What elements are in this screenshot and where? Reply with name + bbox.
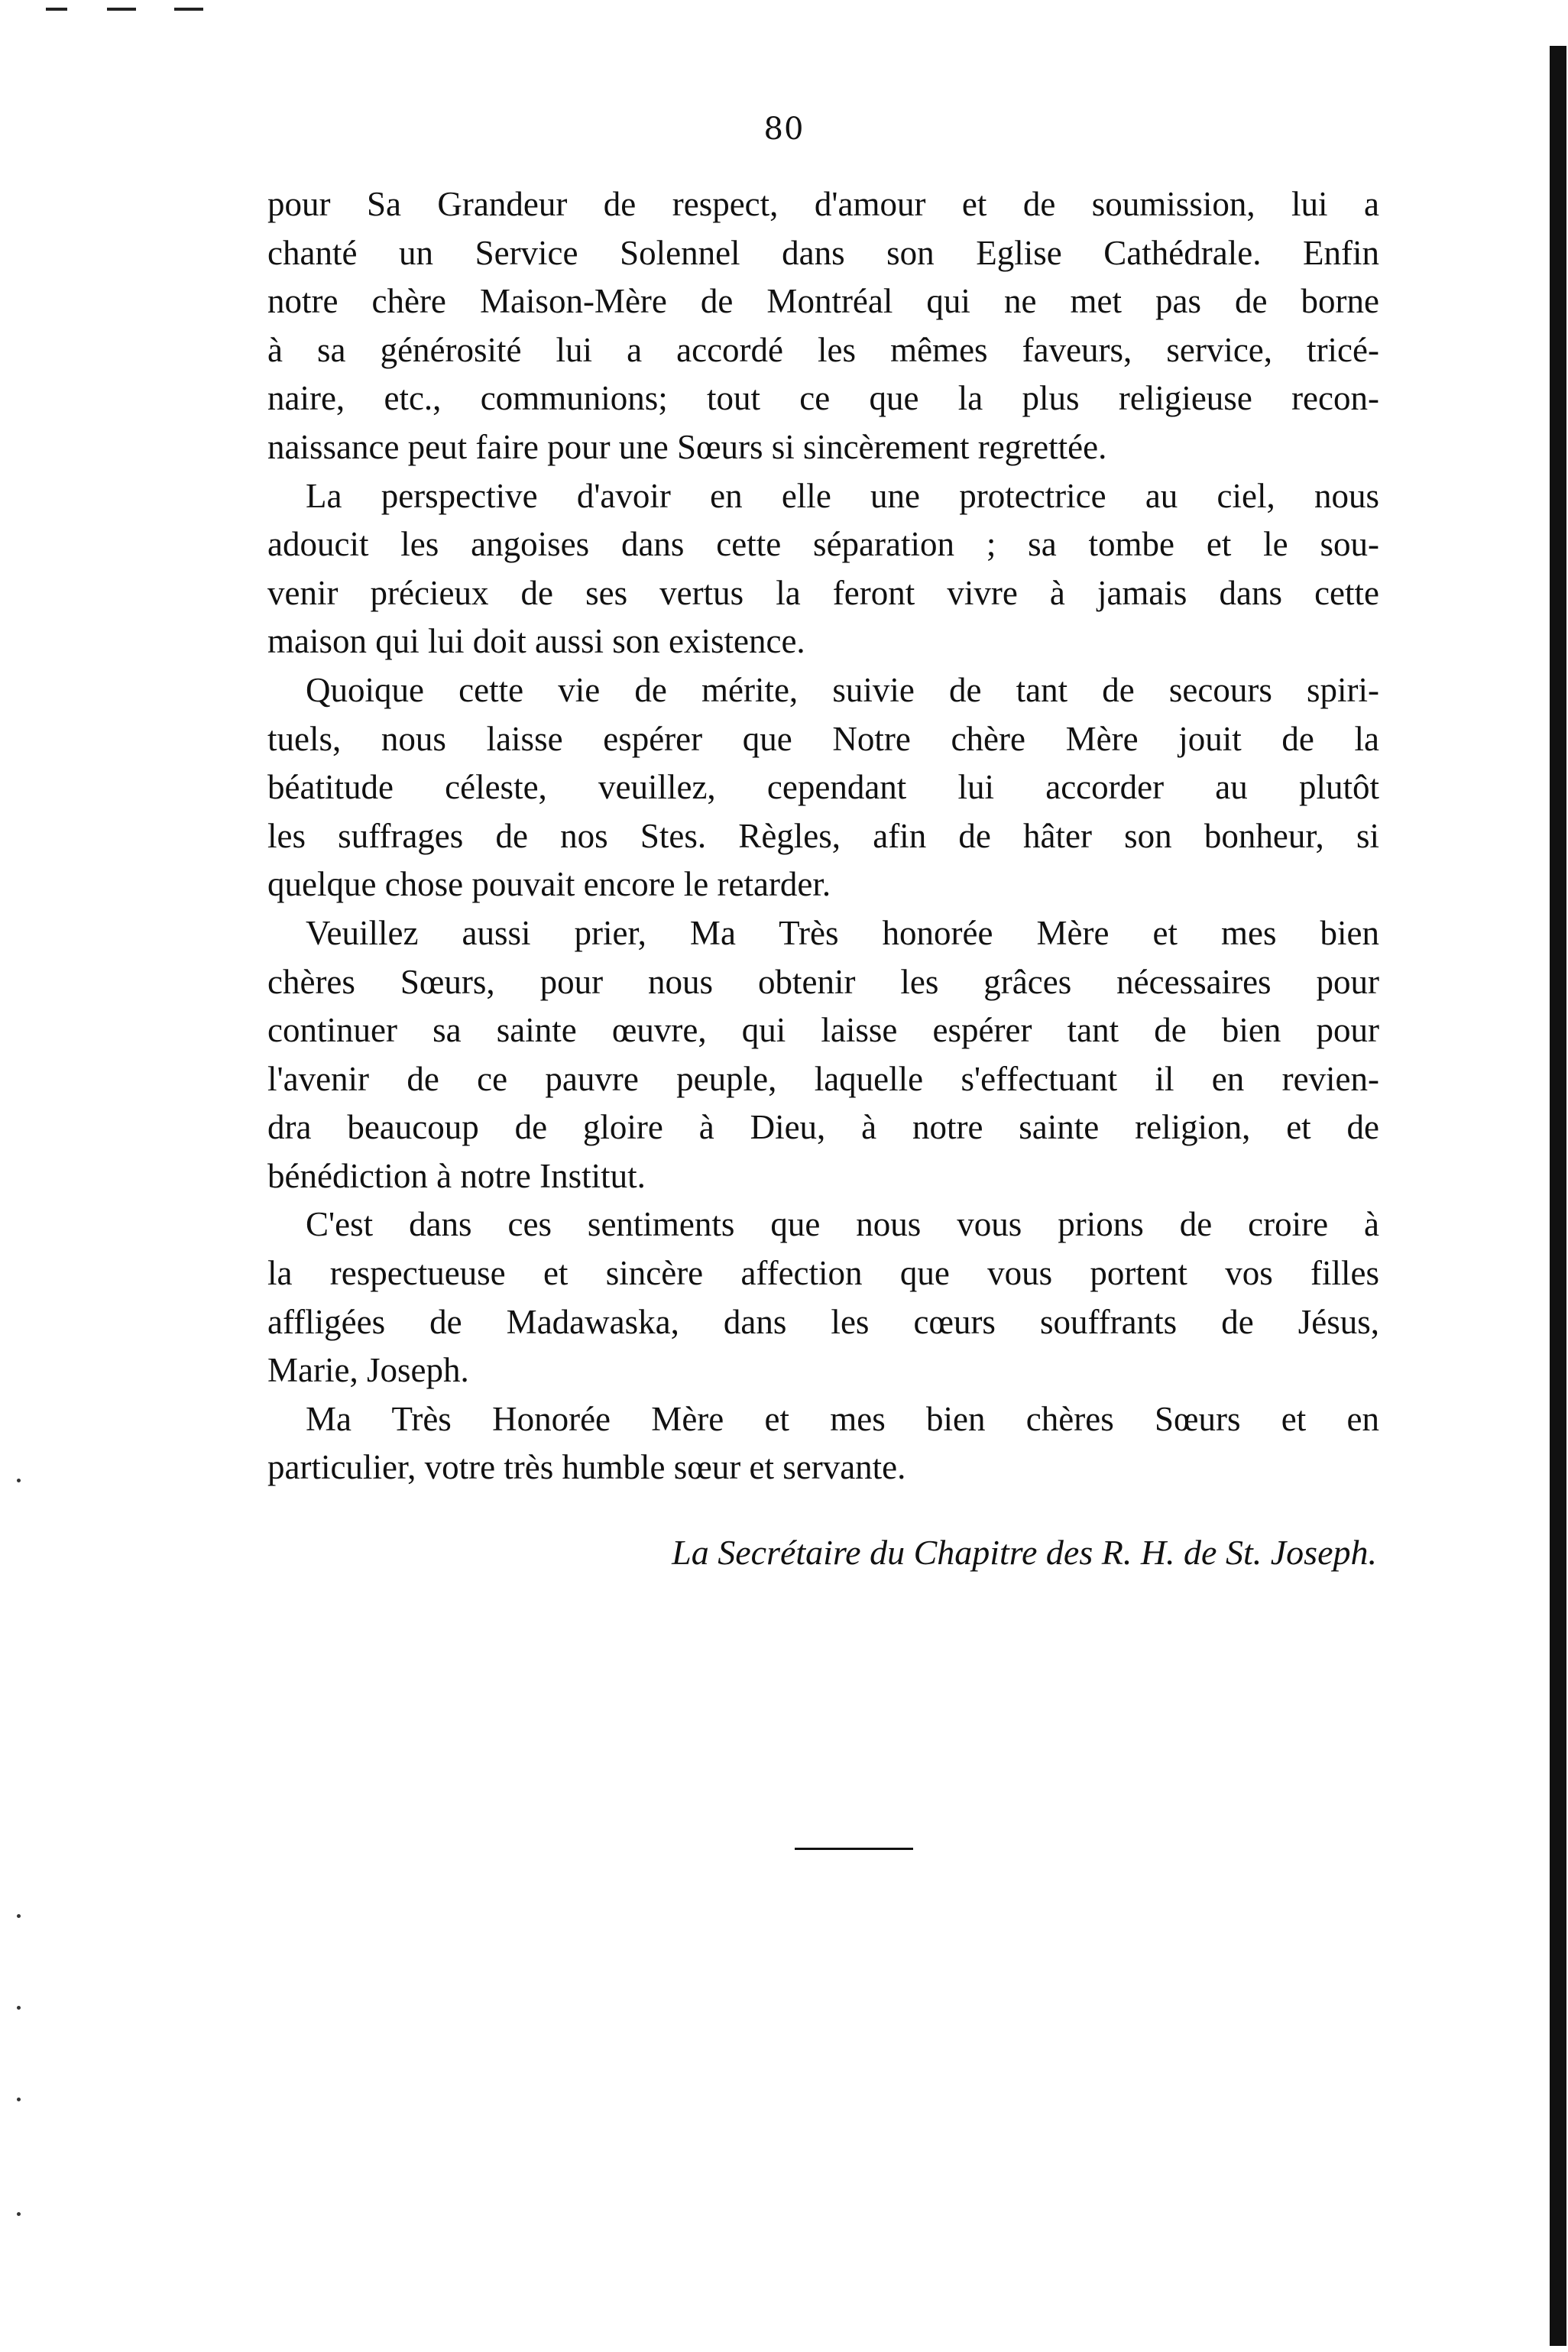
text-line: affligées de Madawaska, dans les cœurs souffrants de Jésus, — [267, 1302, 1379, 1341]
scan-mark — [174, 8, 203, 11]
scan-speck — [17, 2098, 21, 2101]
text-line: adoucit les angoises dans cette séparation ; sa tombe et le sou- — [267, 525, 1379, 564]
end-rule — [795, 1848, 913, 1850]
text-line: à sa générosité lui a accordé les mêmes faveurs, service, tricé- — [267, 330, 1379, 369]
text-line: Quoique cette vie de mérite, suivie de tant de secours spiri- — [306, 670, 1379, 709]
text-line: La perspective d'avoir en elle une protectrice au ciel, nous — [306, 476, 1379, 515]
text-line: pour Sa Grandeur de respect, d'amour et de soumission, lui a — [267, 185, 1379, 223]
text-line: venir précieux de ses vertus la feront vivre à jamais dans cette — [267, 573, 1379, 612]
text-line: la respectueuse et sincère affection que vous portent vos filles — [267, 1254, 1379, 1293]
text-line: chères Sœurs, pour nous obtenir les grâces nécessaires pour — [267, 962, 1379, 1001]
text-line: Ma Très Honorée Mère et mes bien chères Sœurs et en — [306, 1399, 1379, 1438]
body-text — [267, 180, 1379, 1492]
text-line: Marie, Joseph. — [267, 1351, 469, 1390]
text-line: particulier, votre très humble sœur et servante. — [267, 1448, 906, 1487]
text-line: C'est dans ces sentiments que nous vous prions de croire à — [306, 1205, 1379, 1244]
paragraph — [267, 472, 1379, 666]
text-line: naire, etc., communions; tout ce que la plus religieuse recon- — [267, 379, 1379, 418]
paragraph — [267, 909, 1379, 1201]
text-line: quelque chose pouvait encore le retarder. — [267, 865, 831, 904]
text-line: bénédiction à notre Institut. — [267, 1156, 646, 1195]
scan-speck — [17, 2212, 21, 2216]
text-line: naissance peut faire pour une Sœurs si sincèrement regrettée. — [267, 427, 1107, 466]
scan-speck — [17, 1479, 21, 1482]
text-line: l'avenir de ce pauvre peuple, laquelle s'effectuant il en revien- — [267, 1059, 1379, 1098]
text-line: Veuillez aussi prier, Ma Très honorée Mère et mes bien — [306, 913, 1379, 952]
page-number: 80 — [763, 112, 805, 147]
text-line: continuer sa sainte œuvre, qui laisse espérer tant de bien pour — [267, 1011, 1379, 1050]
text-line: maison qui lui doit aussi son existence. — [267, 622, 805, 661]
scan-edge-shadow — [1550, 46, 1566, 2346]
paragraph — [267, 1200, 1379, 1395]
paragraph — [267, 180, 1379, 472]
paragraph — [267, 1395, 1379, 1492]
signature: La Secrétaire du Chapitre des R. H. de St. Joseph. — [672, 1533, 1377, 1572]
text-line: notre chère Maison-Mère de Montréal qui ne met pas de borne — [267, 282, 1379, 321]
scan-speck — [17, 2006, 21, 2010]
text-line: dra beaucoup de gloire à Dieu, à notre sainte religion, et de — [267, 1108, 1379, 1147]
scan-mark — [46, 8, 67, 11]
text-line: tuels, nous laisse espérer que Notre chère Mère jouit de la — [267, 719, 1379, 758]
text-line: les suffrages de nos Stes. Règles, afin de hâter son bonheur, si — [267, 816, 1379, 855]
text-line: béatitude céleste, veuillez, cependant lui accorder au plutôt — [267, 768, 1379, 807]
paragraph — [267, 666, 1379, 909]
scan-speck — [17, 1914, 21, 1918]
text-line: chanté un Service Solennel dans son Eglise Cathédrale. Enfin — [267, 233, 1379, 272]
scan-mark — [107, 8, 136, 11]
